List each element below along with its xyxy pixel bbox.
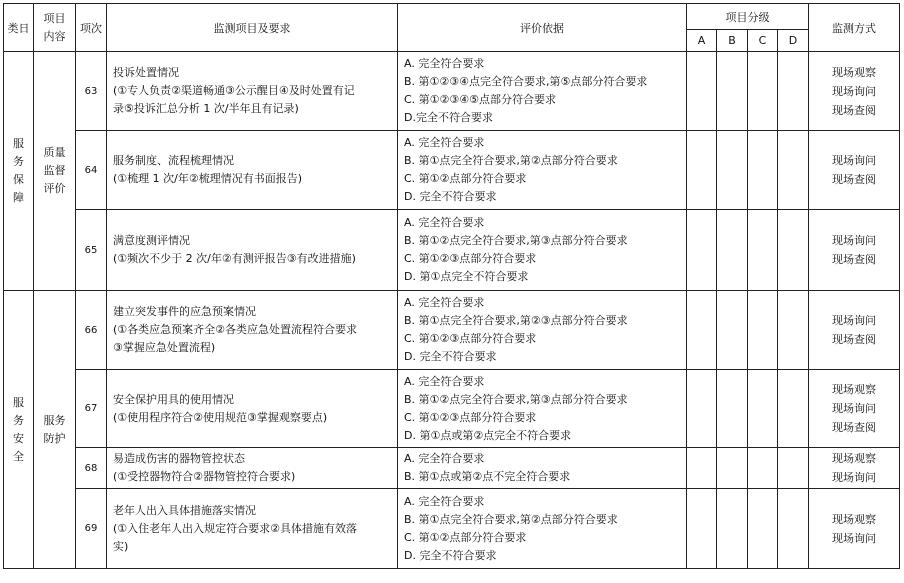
item-line: (①梳理 1 次/年②梳理情况有书面报告) xyxy=(113,172,303,185)
item-line: ③掌握应急处置流程) xyxy=(113,341,216,354)
item-cell xyxy=(107,210,398,291)
method-cell xyxy=(809,448,900,489)
header-grade-a: A xyxy=(687,30,717,52)
row-index: 65 xyxy=(76,210,107,291)
grade-d-cell[interactable] xyxy=(778,210,809,291)
method-line: 现场查阅 xyxy=(832,173,876,186)
evaluation-table xyxy=(3,3,900,569)
grade-d-cell[interactable] xyxy=(778,291,809,370)
row-index: 64 xyxy=(76,131,107,210)
table-row xyxy=(4,448,900,489)
basis-line: B. 第①点完全符合要求,第②点部分符合要求 xyxy=(404,512,618,526)
grade-b-cell[interactable] xyxy=(717,291,748,370)
basis-line: C. 第①②点部分符合要求 xyxy=(404,530,527,544)
grade-b-cell[interactable] xyxy=(717,131,748,210)
method-cell xyxy=(809,370,900,448)
basis-cell xyxy=(398,131,687,210)
method-line: 现场询问 xyxy=(832,471,876,484)
header-category: 类日 xyxy=(4,4,34,52)
method-line: 现场询问 xyxy=(832,234,876,247)
content-line: 防护 xyxy=(43,431,66,445)
content-line: 监督 xyxy=(43,164,66,177)
item-line: 投诉处置情况 xyxy=(113,66,179,79)
grade-d-cell[interactable] xyxy=(778,52,809,131)
basis-line: D. 完全不符合要求 xyxy=(404,350,497,363)
item-line: 服务制度、流程梳理情况 xyxy=(113,154,234,167)
basis-line: D. 第①点或第②点完全不符合要求 xyxy=(404,428,572,442)
item-line: 安全保护用具的使用情况 xyxy=(113,392,234,406)
table-row xyxy=(4,131,900,210)
grade-d-cell[interactable] xyxy=(778,370,809,448)
category-cell xyxy=(4,52,34,291)
category-char: 障 xyxy=(13,191,24,204)
row-index: 67 xyxy=(76,370,107,448)
basis-line: C. 第①②③点部分符合要求 xyxy=(404,332,537,345)
header-row xyxy=(4,4,900,30)
item-line: (①专人负责②渠道畅通③公示醒目④及时处置有记 xyxy=(113,84,355,97)
basis-line: D. 完全不符合要求 xyxy=(404,190,497,203)
method-line: 现场查阅 xyxy=(832,253,876,266)
item-line: 录⑤投诉汇总分析 1 次/半年且有记录) xyxy=(113,102,299,115)
table-row xyxy=(4,52,900,131)
content-line: 评价 xyxy=(43,182,66,195)
basis-line: B. 第①②③④点完全符合要求,第⑤点部分符合要求 xyxy=(404,75,648,88)
row-index: 68 xyxy=(76,448,107,489)
grade-b-cell[interactable] xyxy=(717,489,748,569)
basis-line: A. 完全符合要求 xyxy=(404,452,485,465)
header-grade-c: C xyxy=(748,30,778,52)
grade-c-cell[interactable] xyxy=(748,448,778,489)
grade-c-cell[interactable] xyxy=(748,52,778,131)
header-index: 项次 xyxy=(76,4,107,52)
basis-line: A. 完全符合要求 xyxy=(404,216,485,229)
header-grading: 项目分级 xyxy=(687,4,809,30)
grade-c-cell[interactable] xyxy=(748,489,778,569)
basis-line: D.完全不符合要求 xyxy=(404,111,493,124)
basis-cell xyxy=(398,291,687,370)
method-line: 现场询问 xyxy=(832,154,876,167)
item-cell xyxy=(107,291,398,370)
item-line: (①受控器物符合②器物管控符合要求) xyxy=(113,470,296,483)
basis-line: B. 第①点完全符合要求,第②点部分符合要求 xyxy=(404,154,618,167)
grade-a-cell[interactable] xyxy=(687,210,717,291)
row-index: 66 xyxy=(76,291,107,370)
method-line: 现场询问 xyxy=(832,314,876,327)
content-cell xyxy=(34,291,76,569)
basis-line: A. 完全符合要求 xyxy=(404,136,485,149)
category-char: 务 xyxy=(13,155,24,168)
basis-cell xyxy=(398,52,687,131)
item-cell xyxy=(107,489,398,569)
grade-b-cell[interactable] xyxy=(717,448,748,489)
row-index: 69 xyxy=(76,489,107,569)
item-line: 建立突发事件的应急预案情况 xyxy=(113,305,256,318)
grade-d-cell[interactable] xyxy=(778,131,809,210)
grade-a-cell[interactable] xyxy=(687,489,717,569)
basis-cell xyxy=(398,489,687,569)
basis-line: A. 完全符合要求 xyxy=(404,57,485,70)
table-row xyxy=(4,210,900,291)
basis-line: A. 完全符合要求 xyxy=(404,296,485,309)
grade-a-cell[interactable] xyxy=(687,52,717,131)
header-content xyxy=(34,4,76,52)
item-line: 老年人出入具体措施落实情况 xyxy=(113,503,256,517)
basis-line: A. 完全符合要求 xyxy=(404,374,485,388)
method-line: 现场询问 xyxy=(832,402,876,415)
category-char: 安 xyxy=(13,431,24,445)
item-cell xyxy=(107,370,398,448)
basis-line: B. 第①点或第②点不完全符合要求 xyxy=(404,470,571,483)
item-cell xyxy=(107,52,398,131)
header-grade-b: B xyxy=(717,30,748,52)
basis-line: D. 第①点完全不符合要求 xyxy=(404,270,529,283)
method-cell xyxy=(809,489,900,569)
header-method: 监测方式 xyxy=(809,4,900,52)
method-line: 现场观察 xyxy=(832,512,876,526)
grade-c-cell[interactable] xyxy=(748,291,778,370)
header-item: 监测项目及要求 xyxy=(107,4,398,52)
category-char: 务 xyxy=(13,413,24,427)
basis-line: C. 第①②③点部分符合要求 xyxy=(404,252,537,265)
basis-line: C. 第①②③点部分符合要求 xyxy=(404,410,537,424)
item-line: (①使用程序符合②使用规范③掌握观察要点) xyxy=(113,410,328,424)
grade-c-cell[interactable] xyxy=(748,210,778,291)
basis-line: B. 第①点完全符合要求,第②③点部分符合要求 xyxy=(404,314,628,327)
method-line: 现场查阅 xyxy=(832,333,876,346)
basis-line: B. 第①②点完全符合要求,第③点部分符合要求 xyxy=(404,234,628,247)
header-content-line: 项目 xyxy=(43,11,66,25)
grade-a-cell[interactable] xyxy=(687,131,717,210)
item-line: (①入住老年人出入规定符合要求②具体措施有效落 xyxy=(113,521,358,535)
method-line: 现场观察 xyxy=(832,452,876,465)
grade-c-cell[interactable] xyxy=(748,131,778,210)
item-line: 满意度测评情况 xyxy=(113,234,190,247)
category-char: 服 xyxy=(13,395,24,409)
method-line: 现场询问 xyxy=(832,531,876,545)
category-char: 服 xyxy=(13,137,24,150)
content-line: 服务 xyxy=(43,413,66,427)
basis-cell xyxy=(398,370,687,448)
grade-a-cell[interactable] xyxy=(687,291,717,370)
method-cell xyxy=(809,131,900,210)
row-index: 63 xyxy=(76,52,107,131)
table-row xyxy=(4,489,900,569)
evaluation-table-container xyxy=(3,3,899,579)
grade-a-cell[interactable] xyxy=(687,448,717,489)
method-line: 现场观察 xyxy=(832,65,876,79)
item-cell xyxy=(107,448,398,489)
content-line: 质量 xyxy=(43,146,66,159)
basis-cell xyxy=(398,448,687,489)
category-cell xyxy=(4,291,34,569)
method-line: 现场询问 xyxy=(832,84,876,98)
content-cell xyxy=(34,52,76,291)
table-row xyxy=(4,291,900,370)
grade-b-cell[interactable] xyxy=(717,210,748,291)
item-line: (①各类应急预案齐全②各类应急处置流程符合要求 xyxy=(113,323,358,336)
item-line: 易造成伤害的器物管控状态 xyxy=(113,452,245,465)
method-line: 现场查阅 xyxy=(832,103,876,117)
header-content-line: 内容 xyxy=(43,29,66,43)
method-line: 现场查阅 xyxy=(832,421,876,434)
item-line: 实) xyxy=(113,539,129,553)
basis-line: A. 完全符合要求 xyxy=(404,494,485,508)
category-char: 保 xyxy=(13,173,24,186)
category-char: 全 xyxy=(13,449,24,463)
grade-b-cell[interactable] xyxy=(717,52,748,131)
method-cell xyxy=(809,291,900,370)
item-line: (①频次不少于 2 次/年②有测评报告③有改进措施) xyxy=(113,252,356,265)
basis-line: C. 第①②③④⑤点部分符合要求 xyxy=(404,93,556,106)
grade-b-cell[interactable] xyxy=(717,370,748,448)
grade-a-cell[interactable] xyxy=(687,370,717,448)
method-cell xyxy=(809,52,900,131)
header-basis: 评价依据 xyxy=(398,4,687,52)
item-cell xyxy=(107,131,398,210)
grade-d-cell[interactable] xyxy=(778,448,809,489)
method-line: 现场观察 xyxy=(832,383,876,396)
table-row xyxy=(4,370,900,448)
basis-cell xyxy=(398,210,687,291)
basis-line: B. 第①②点完全符合要求,第③点部分符合要求 xyxy=(404,392,628,406)
grade-c-cell[interactable] xyxy=(748,370,778,448)
basis-line: D. 完全不符合要求 xyxy=(404,548,497,562)
header-grade-d: D xyxy=(778,30,809,52)
grade-d-cell[interactable] xyxy=(778,489,809,569)
basis-line: C. 第①②点部分符合要求 xyxy=(404,172,527,185)
method-cell xyxy=(809,210,900,291)
